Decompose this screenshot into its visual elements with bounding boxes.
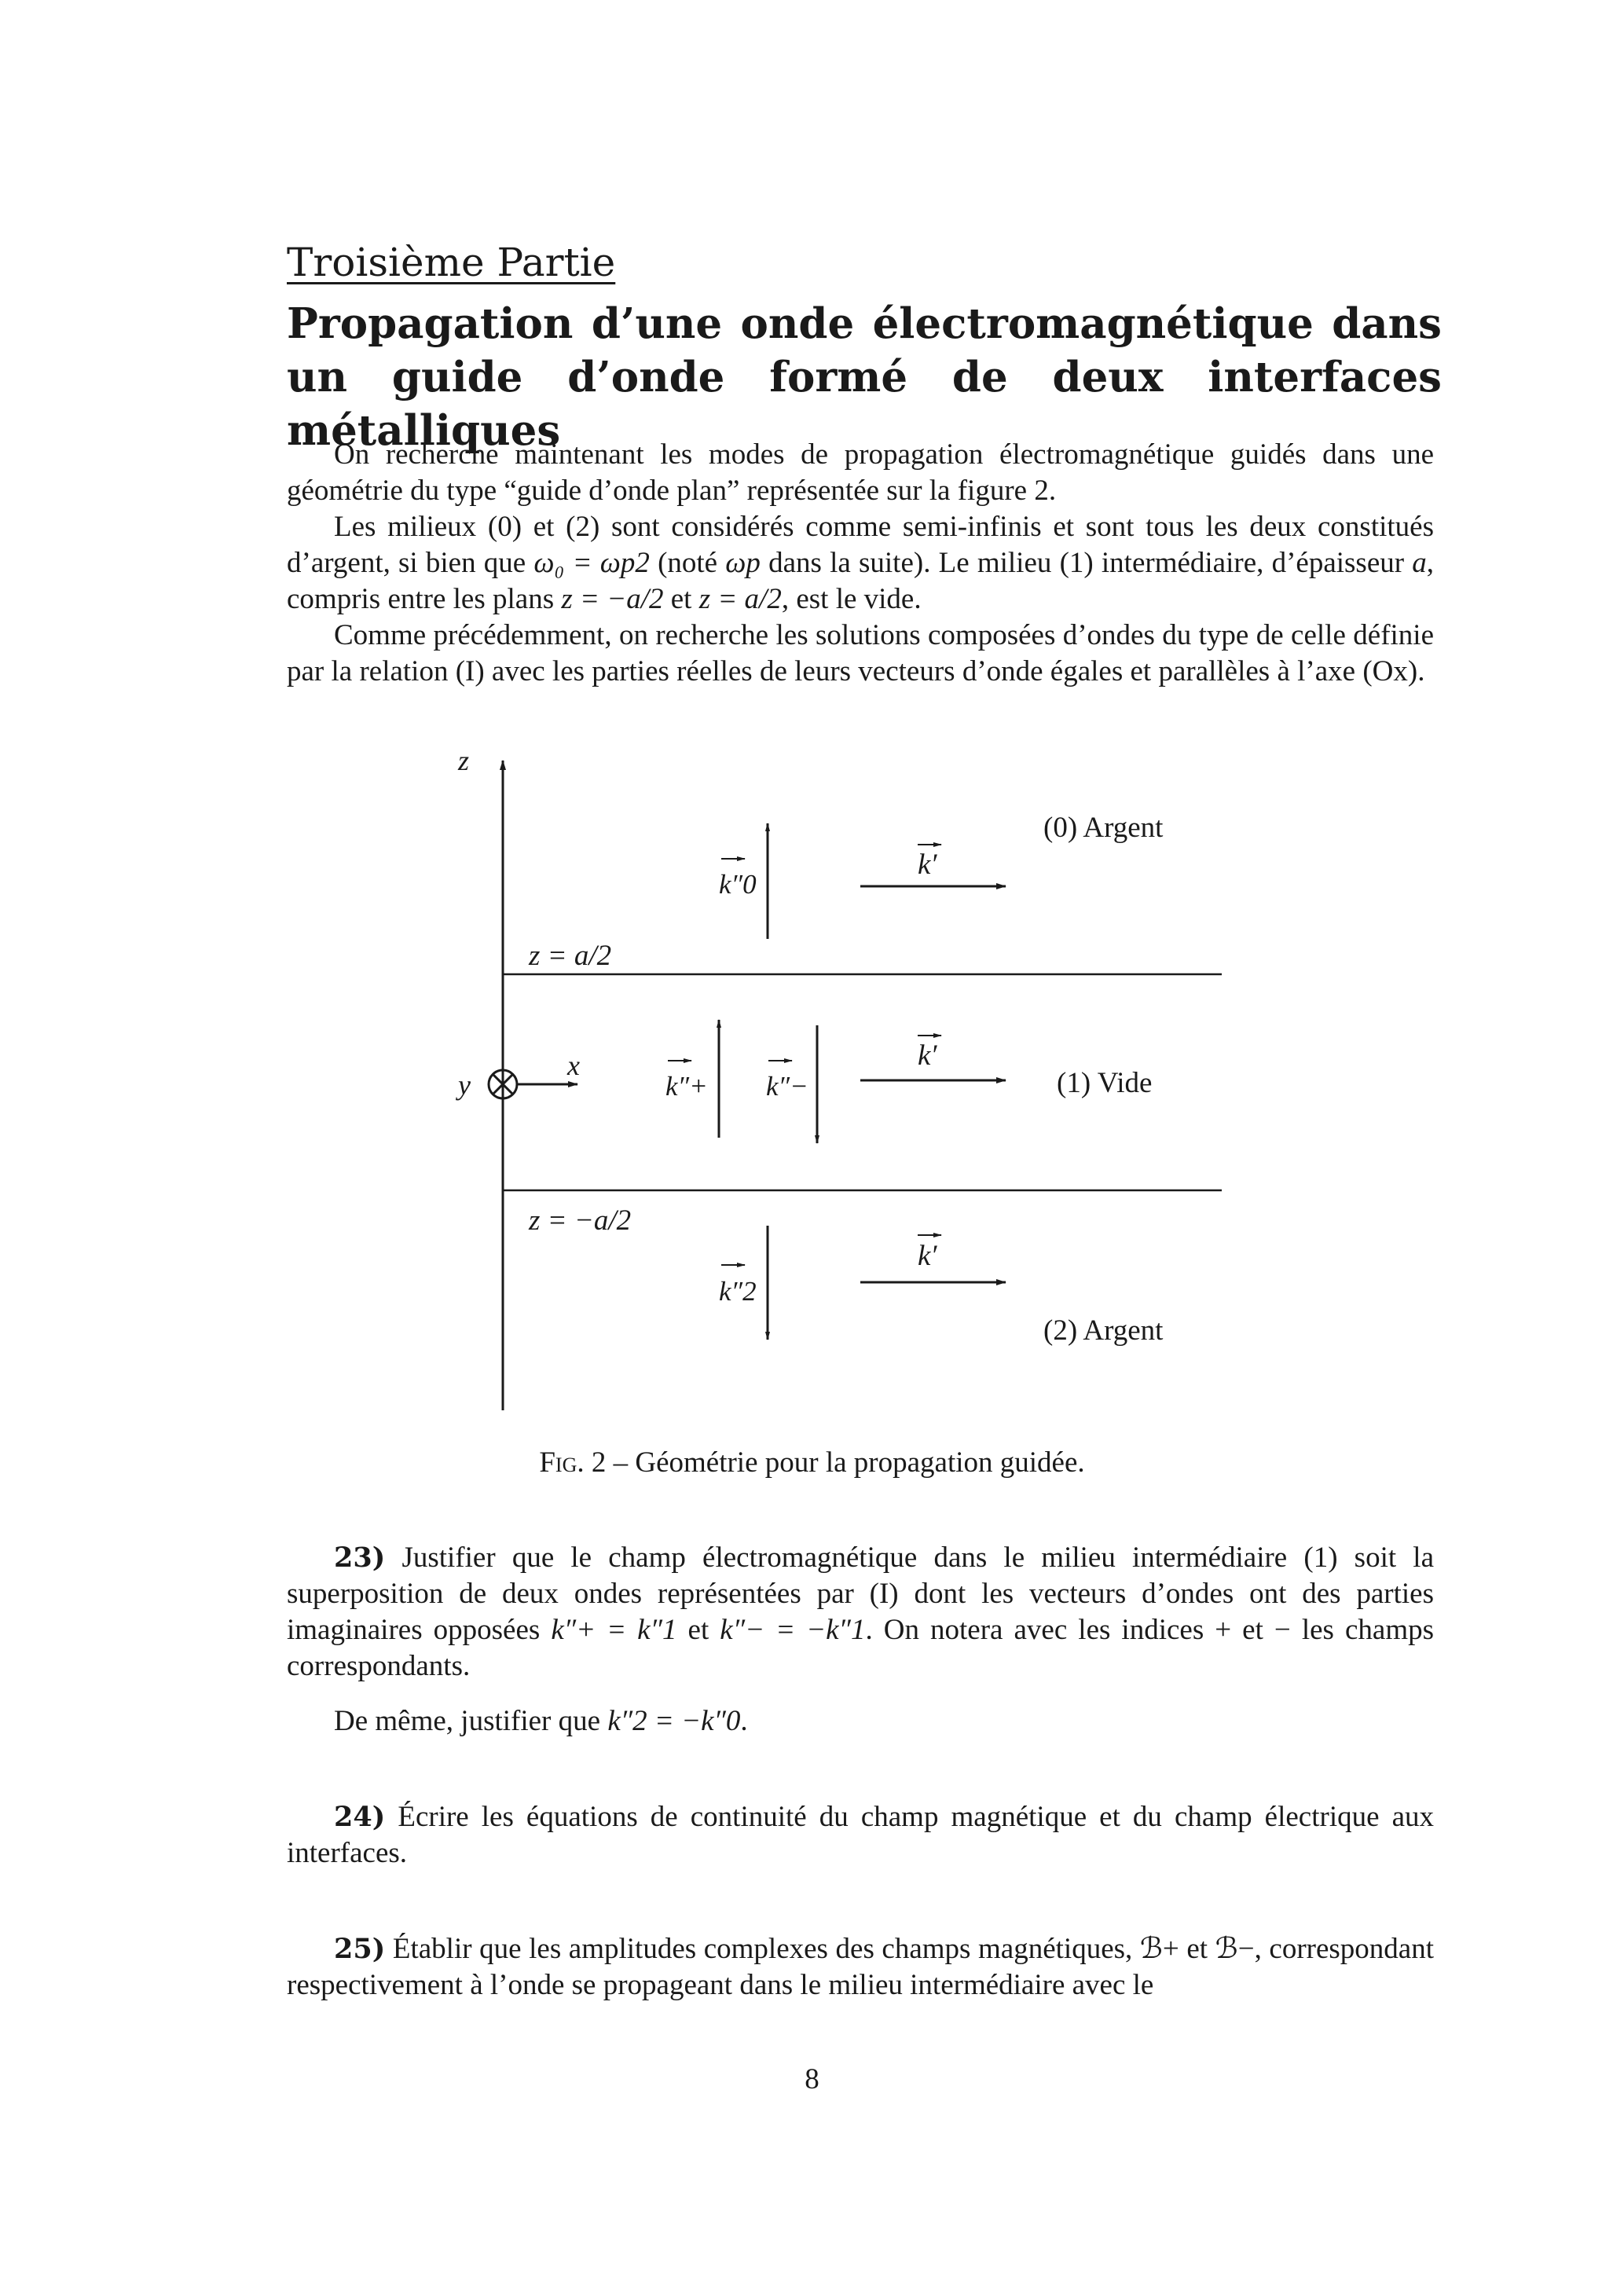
part-title: Troisième Partie: [287, 240, 616, 285]
text-span: , est le vide.: [781, 583, 922, 615]
caption-text: 2 – Géométrie pour la propagation guidée.: [591, 1446, 1085, 1479]
k0-text: k″0: [719, 869, 757, 900]
text-span: et: [663, 583, 699, 615]
k-prime-label-0: [918, 845, 941, 881]
z-axis-label: z: [458, 745, 470, 776]
figure-caption: [0, 1446, 1624, 1479]
text-span: dans la suite). Le milieu (1) intermédiaire, d’épaisseur: [760, 547, 1413, 579]
section-title: Propagation d’une onde électromagnétique dans un guide d’onde formé de deux interfaces métalliques: [287, 299, 1442, 455]
question-number: 24): [334, 1801, 386, 1833]
k2-text: k″2: [719, 1276, 757, 1307]
text-span: . On notera avec les indices + et − les champs correspondants.: [287, 1614, 1434, 1682]
plane-plus: z = a/2: [698, 583, 782, 615]
caption-fig-label: Fig.: [539, 1446, 585, 1479]
text-span: Justifier que le champ électromagnétique dans le milieu intermédiaire (1) soit la superposition de deux ondes représentées par (I) dont les vecteurs d’ondes ont des parties imaginaires opposées: [287, 1542, 1435, 1646]
x-axis-label: x: [567, 1050, 580, 1081]
equation: k″+ = k″1: [551, 1614, 677, 1646]
question-25: [287, 1931, 1434, 2004]
omega-p: ωp: [725, 547, 761, 579]
omega-equation: ω₀ = ωp2: [533, 547, 650, 579]
k2-label: [719, 1265, 757, 1307]
k-prime-label-2: [918, 1235, 941, 1272]
thickness-symbol: a: [1412, 547, 1427, 579]
text-span: Écrire les équations de continuité du champ magnétique et du champ électrique aux interfaces.: [287, 1801, 1434, 1869]
text-span: .: [740, 1705, 748, 1737]
k-prime-text: k′: [918, 1240, 937, 1272]
intro-paragraph-3: Comme précédemment, on recherche les solutions composées d’ondes du type de celle définie par la relation (I) avec les parties réelles de leurs vecteurs d’onde égales et parallèles à l’axe (Ox).: [287, 619, 1434, 687]
equation: k″2 = −k″0: [607, 1705, 741, 1737]
page-number: 8: [805, 2063, 819, 2095]
kplus-text: k″+: [665, 1071, 708, 1102]
question-number: 23): [334, 1542, 386, 1574]
intro-paragraph-1: On recherche maintenant les modes de propagation électromagnétique guidés dans une géométrie du type “guide d’onde plan” représentée sur la figure 2.: [287, 438, 1434, 507]
text-span: Établir que les amplitudes complexes des champs magnétiques, ℬ+ et ℬ−, correspondant respectivement à l’onde se propageant dans le milieu intermédiaire avec le: [287, 1933, 1435, 2001]
k-prime-text: k′: [918, 1039, 937, 1072]
kminus-label: [766, 1061, 808, 1102]
text-span: (noté: [649, 547, 726, 579]
kplus-label: [665, 1061, 708, 1102]
question-23-continued: [287, 1703, 1434, 1740]
question-number: 25): [334, 1933, 386, 1965]
text-span: , compris entre les plans: [287, 547, 1434, 615]
k-prime-label-1: [918, 1036, 941, 1072]
question-23: [287, 1540, 1434, 1685]
k-prime-text: k′: [918, 849, 937, 881]
text-span: et: [676, 1614, 720, 1646]
text-span: Les milieux (0) et (2) sont considérés comme semi-infinis et sont tous les deux constitués d’argent, si bien que: [287, 511, 1434, 579]
interface-top-label: z = a/2: [529, 940, 612, 972]
medium-0-label: (0) Argent: [1043, 812, 1164, 844]
medium-1-label: (1) Vide: [1057, 1067, 1153, 1099]
plane-minus: z = −a/2: [561, 583, 664, 615]
equation: k″− = −k″1: [720, 1614, 866, 1646]
medium-2-label: (2) Argent: [1043, 1314, 1164, 1347]
kminus-text: k″−: [766, 1071, 808, 1102]
y-axis-label: y: [458, 1069, 471, 1101]
interface-bottom-label: z = −a/2: [529, 1204, 632, 1237]
question-24: [287, 1799, 1434, 1872]
k0-label: [719, 859, 757, 900]
text-span: De même, justifier que: [334, 1705, 608, 1737]
